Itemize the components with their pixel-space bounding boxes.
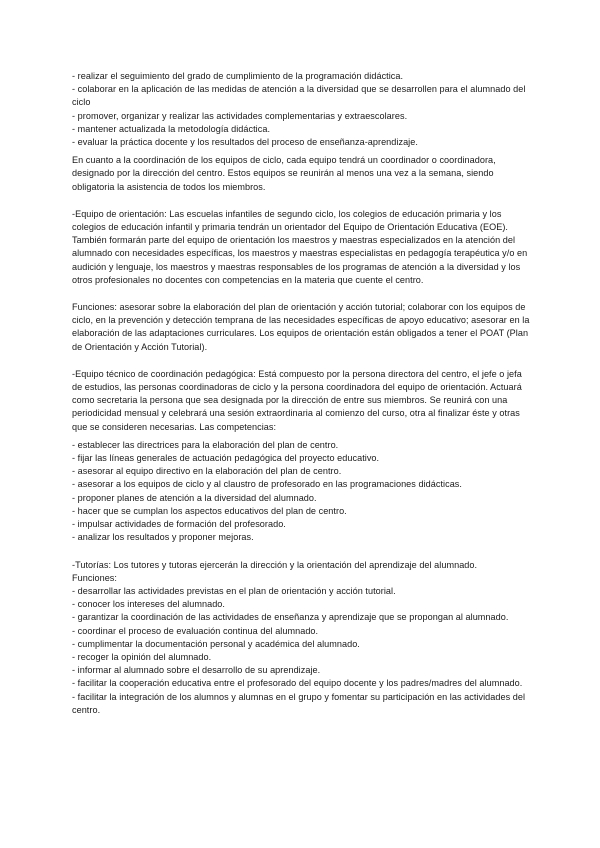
list-item: - analizar los resultados y proponer mejoras.	[72, 532, 254, 543]
list-item: - facilitar la cooperación educativa entre el profesorado del equipo docente y los padres/madres del alumnado.	[72, 678, 523, 689]
list-item: - establecer las directrices para la elaboración del plan de centro.	[72, 439, 339, 450]
list-item: - garantizar la coordinación de las actividades de enseñanza y aprendizaje que se propongan al alumnado.	[72, 612, 509, 623]
list-item: - colaborar en la aplicación de las medidas de atención a la diversidad que se desarrollen para el alumnado del ciclo	[72, 84, 526, 108]
list-item: - promover, organizar y realizar las actividades complementarias y extraescolares.	[72, 110, 408, 121]
list-item: - mantener actualizada la metodología didáctica.	[72, 123, 271, 134]
list-item: - asesorar a los equipos de ciclo y al claustro de profesorado en las programaciones didácticas.	[72, 479, 462, 490]
list-item: - recoger la opinión del alumnado.	[72, 651, 212, 662]
funciones-label: Funciones:	[72, 572, 117, 583]
list-item: - facilitar la integración de los alumnos y alumnas en el grupo y fomentar su participación en las actividades del centro.	[72, 691, 526, 715]
list-item: - coordinar el proceso de evaluación continua del alumnado.	[72, 625, 319, 636]
list-item: - conocer los intereses del alumnado.	[72, 599, 225, 610]
etcp-paragraph: -Equipo técnico de coordinación pedagógica: Está compuesto por la persona directora del centro, el jefe o jefa de estudios, las personas coordinadoras de ciclo y la persona coordinadora del equipo de orientación. Actuará como secretaria la persona que sea designada por la dirección de entre sus miembros. Se reunirá con una periodicidad mensual y celebrará una sesión extraordinaria al comienzo del curso, otra al finalizar éste y otras que se consideren necesarias. Las competencias:	[72, 368, 522, 432]
tutorias-list	[72, 585, 534, 717]
list-item: - proponer planes de atención a la diversidad del alumnado.	[72, 492, 317, 503]
equipo-orientacion-paragraph: -Equipo de orientación: Las escuelas infantiles de segundo ciclo, los colegios de educación primaria y los colegios de educación infantil y primaria tendrán un orientador del Equipo de Orientación Educativa (EOE). También formarán parte del equipo de orientación los maestros y maestras especializados en la atención del alumnado con necesidades específicas, los maestros y maestras especialistas en pedagogía terapéutica y/o en audición y lenguaje, los maestros y maestras responsables de los programas de atención a la diversidad y los otros profesionales no docentes con competencias en la materia que cuente el centro.	[72, 208, 528, 285]
list-item: - realizar el seguimiento del grado de cumplimiento de la programación didáctica.	[72, 71, 404, 81]
competencias-list	[72, 439, 534, 545]
document-page	[72, 70, 534, 717]
list-item: - evaluar la práctica docente y los resultados del proceso de enseñanza-aprendizaje.	[72, 137, 418, 148]
list-item: - impulsar actividades de formación del profesorado.	[72, 519, 286, 530]
seguimiento-list	[72, 70, 534, 149]
list-item: - desarrollar las actividades previstas en el plan de orientación y acción tutorial.	[72, 585, 396, 596]
tutorias-paragraph: -Tutorías: Los tutores y tutoras ejercerán la dirección y la orientación del aprendizaje del alumnado.	[72, 559, 478, 570]
list-item: - informar al alumnado sobre el desarrollo de su aprendizaje.	[72, 665, 321, 676]
funciones-orientacion-paragraph: Funciones: asesorar sobre la elaboración del plan de orientación y acción tutorial; colaborar con los equipos de ciclo, en la prevención y detección temprana de las necesidades específicas de apoyo educativo; asesorar en la elaboración de las adaptaciones curriculares. Los equipos de orientación están obligados a tener el POAT (Plan de Orientación y Acción Tutorial).	[72, 302, 530, 352]
list-item: - fijar las líneas generales de actuación pedagógica del proyecto educativo.	[72, 453, 380, 464]
list-item: - asesorar al equipo directivo en la elaboración del plan de centro.	[72, 466, 342, 477]
list-item: - cumplimentar la documentación personal y académica del alumnado.	[72, 638, 360, 649]
coordinacion-ciclo-paragraph: En cuanto a la coordinación de los equipos de ciclo, cada equipo tendrá un coordinador o coordinadora, designado por la dirección del centro. Estos equipos se reunirán al menos una vez a la semana, siendo obligatoria la asistencia de todos los miembros.	[72, 155, 496, 192]
list-item: - hacer que se cumplan los aspectos educativos del plan de centro.	[72, 505, 347, 516]
